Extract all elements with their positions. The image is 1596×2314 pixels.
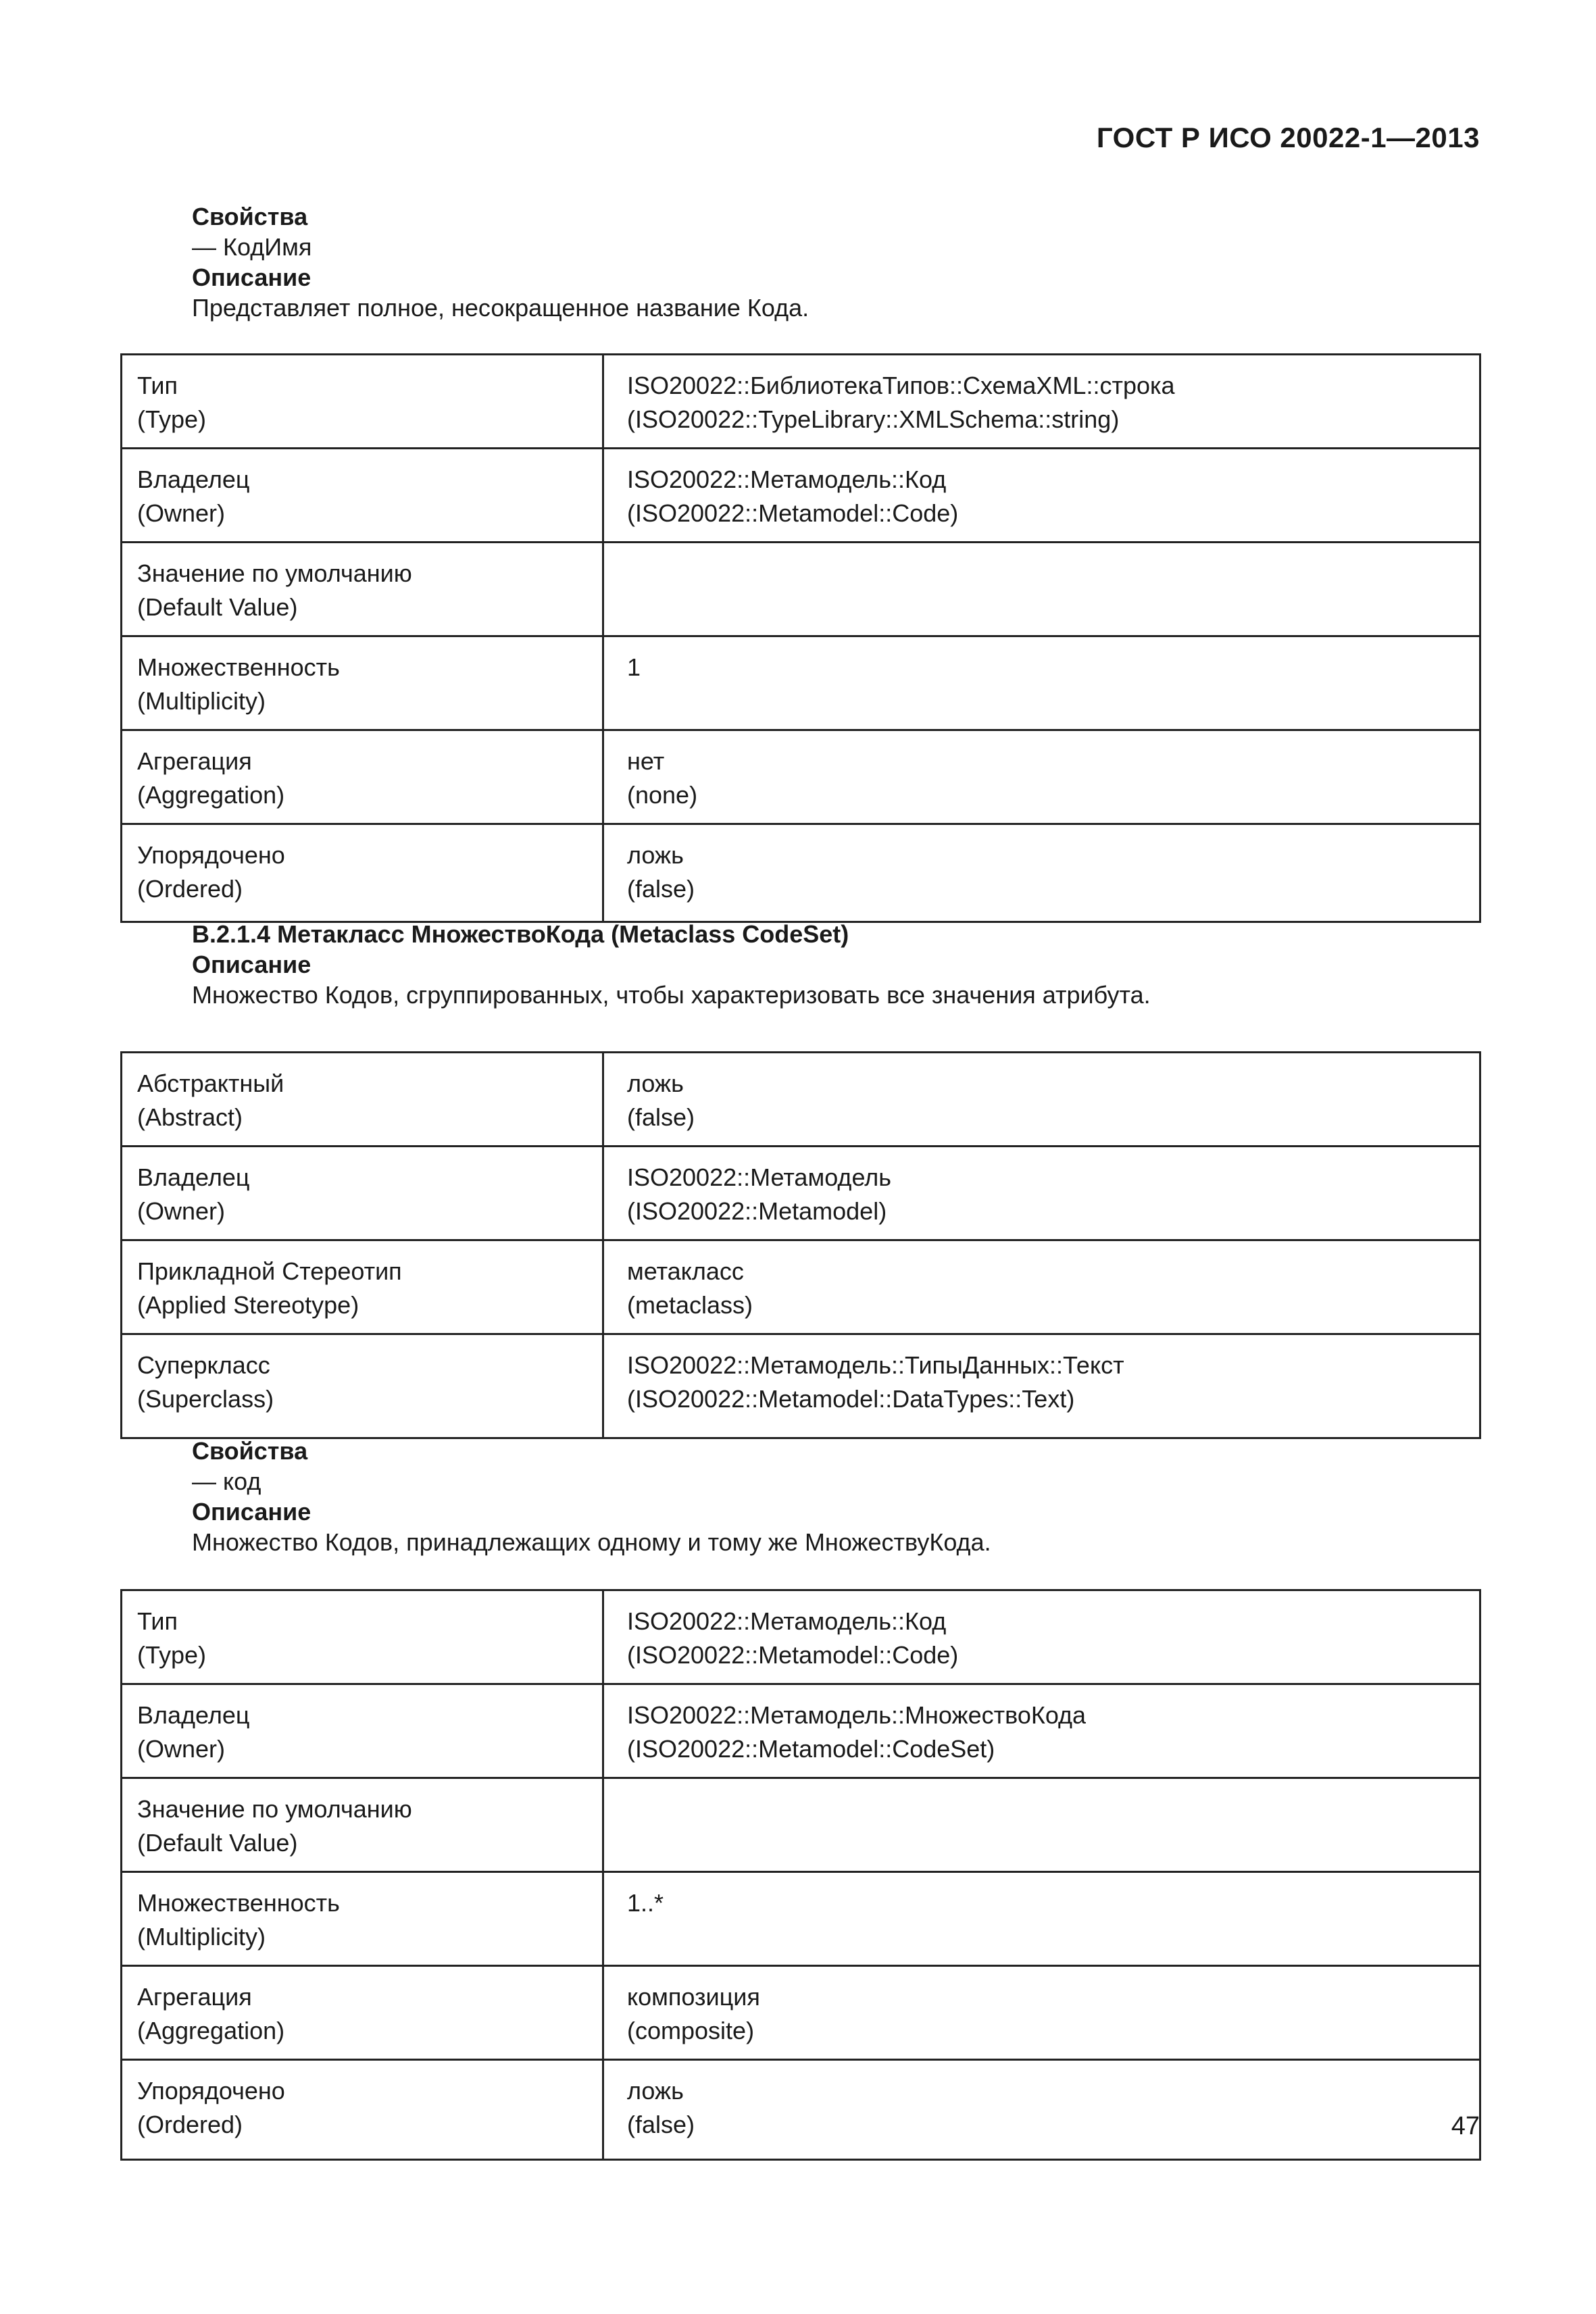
- property-name: — КодИмя: [192, 233, 312, 261]
- table-row: [122, 1240, 1480, 1334]
- property-key-cell: [122, 1147, 603, 1240]
- value-ru: композиция: [627, 1983, 760, 2011]
- value-en: (ISO20022::Metamodel::Code): [627, 499, 959, 527]
- table-row: [122, 355, 1480, 449]
- property-value-cell: [603, 636, 1480, 730]
- section-code-name: [192, 201, 809, 323]
- key-ru: Множественность: [137, 653, 340, 681]
- key-en: (Owner): [137, 1197, 226, 1225]
- property-value-cell: [603, 1684, 1480, 1778]
- code-name-properties-table: [120, 353, 1481, 923]
- value-en: (metaclass): [627, 1291, 753, 1319]
- section-code-property: [192, 1436, 991, 1557]
- property-value-cell: [603, 824, 1480, 922]
- description-heading: Описание: [192, 951, 311, 978]
- property-key-cell: [122, 543, 603, 636]
- property-value-cell: [603, 730, 1480, 824]
- property-key-cell: [122, 1966, 603, 2060]
- property-value-cell: [603, 1778, 1480, 1872]
- value-en: (false): [627, 875, 695, 903]
- key-en: (Aggregation): [137, 2017, 285, 2044]
- property-value-cell: [603, 543, 1480, 636]
- key-en: (Multiplicity): [137, 687, 266, 715]
- key-ru: Владелец: [137, 1163, 250, 1191]
- key-en: (Abstract): [137, 1103, 243, 1131]
- table-row: [122, 1590, 1480, 1684]
- property-key-cell: [122, 1334, 603, 1438]
- description-heading: Описание: [192, 1498, 311, 1526]
- table-row: [122, 449, 1480, 543]
- key-en: (Type): [137, 405, 207, 433]
- description-heading: Описание: [192, 263, 311, 291]
- table-row: [122, 1053, 1480, 1147]
- property-key-cell: [122, 1778, 603, 1872]
- value-en: (ISO20022::Metamodel::DataTypes::Text): [627, 1385, 1075, 1413]
- property-key-cell: [122, 1240, 603, 1334]
- value-ru: ложь: [627, 841, 684, 869]
- value-ru: метакласс: [627, 1257, 744, 1285]
- value-ru: ISO20022::Метамодель::МножествоКода: [627, 1701, 1087, 1729]
- table-row: [122, 543, 1480, 636]
- key-ru: Упорядочено: [137, 2077, 285, 2105]
- key-ru: Тип: [137, 372, 178, 399]
- property-key-cell: [122, 1684, 603, 1778]
- section-title: B.2.1.4 Метакласс МножествоКода (Metaclass CodeSet): [192, 920, 849, 948]
- properties-heading: Свойства: [192, 1437, 308, 1465]
- key-en: (Superclass): [137, 1385, 274, 1413]
- property-value-cell: [603, 1872, 1480, 1966]
- key-en: (Type): [137, 1641, 207, 1669]
- property-value-cell: [603, 1240, 1480, 1334]
- table-row: [122, 1778, 1480, 1872]
- property-value-cell: [603, 355, 1480, 449]
- property-key-cell: [122, 2060, 603, 2160]
- property-name: — код: [192, 1467, 261, 1495]
- key-ru: Агрегация: [137, 747, 252, 775]
- key-en: (Ordered): [137, 875, 243, 903]
- property-value-cell: [603, 1147, 1480, 1240]
- property-key-cell: [122, 1590, 603, 1684]
- key-ru: Абстрактный: [137, 1070, 284, 1097]
- key-en: (Default Value): [137, 1829, 298, 1857]
- description-text: Множество Кодов, сгруппированных, чтобы характеризовать все значения атрибута.: [192, 981, 1151, 1009]
- table-row: [122, 1872, 1480, 1966]
- property-value-cell: [603, 1966, 1480, 2060]
- value-en: (ISO20022::TypeLibrary::XMLSchema::string): [627, 405, 1120, 433]
- code-property-table: [120, 1589, 1481, 2161]
- document-id-header: ГОСТ Р ИСО 20022-1—2013: [1096, 122, 1480, 153]
- property-key-cell: [122, 636, 603, 730]
- properties-heading: Свойства: [192, 203, 308, 230]
- key-ru: Владелец: [137, 1701, 250, 1729]
- table-row: [122, 2060, 1480, 2160]
- value-en: (false): [627, 2111, 695, 2138]
- section-metaclass-codeset: [192, 919, 1151, 1010]
- value-ru: ложь: [627, 2077, 684, 2105]
- key-ru: Значение по умолчанию: [137, 1795, 412, 1823]
- key-en: (Owner): [137, 499, 226, 527]
- key-ru: Агрегация: [137, 1983, 252, 2011]
- value-en: (ISO20022::Metamodel::CodeSet): [627, 1735, 995, 1763]
- description-text: Множество Кодов, принадлежащих одному и тому же МножествуКода.: [192, 1528, 991, 1556]
- value-en: (composite): [627, 2017, 755, 2044]
- table-row: [122, 1147, 1480, 1240]
- property-value-cell: [603, 1590, 1480, 1684]
- value-en: (ISO20022::Metamodel::Code): [627, 1641, 959, 1669]
- key-en: (Multiplicity): [137, 1923, 266, 1951]
- value-ru: ISO20022::Метамодель::ТипыДанных::Текст: [627, 1351, 1124, 1379]
- value-ru: ISO20022::Метамодель: [627, 1163, 892, 1191]
- property-value-cell: [603, 2060, 1480, 2160]
- property-key-cell: [122, 824, 603, 922]
- property-value-cell: [603, 1334, 1480, 1438]
- table-row: [122, 636, 1480, 730]
- property-key-cell: [122, 1053, 603, 1147]
- key-en: (Default Value): [137, 593, 298, 621]
- key-ru: Значение по умолчанию: [137, 559, 412, 587]
- value-ru: 1: [627, 653, 641, 681]
- codeset-metaclass-table: [120, 1051, 1481, 1439]
- key-en: (Ordered): [137, 2111, 243, 2138]
- description-text: Представляет полное, несокращенное название Кода.: [192, 294, 809, 322]
- property-value-cell: [603, 449, 1480, 543]
- key-ru: Прикладной Стереотип: [137, 1257, 402, 1285]
- value-ru: 1..*: [627, 1889, 664, 1917]
- property-value-cell: [603, 1053, 1480, 1147]
- key-en: (Applied Stereotype): [137, 1291, 359, 1319]
- table-row: [122, 730, 1480, 824]
- table-row: [122, 1684, 1480, 1778]
- key-ru: Множественность: [137, 1889, 340, 1917]
- property-key-cell: [122, 449, 603, 543]
- value-en: (none): [627, 781, 698, 809]
- key-en: (Owner): [137, 1735, 226, 1763]
- property-key-cell: [122, 1872, 603, 1966]
- table-row: [122, 1334, 1480, 1438]
- property-key-cell: [122, 355, 603, 449]
- value-ru: ложь: [627, 1070, 684, 1097]
- table-row: [122, 824, 1480, 922]
- table-row: [122, 1966, 1480, 2060]
- key-ru: Владелец: [137, 466, 250, 493]
- value-en: (ISO20022::Metamodel): [627, 1197, 887, 1225]
- value-ru: ISO20022::Метамодель::Код: [627, 1607, 947, 1635]
- key-ru: Суперкласс: [137, 1351, 270, 1379]
- value-ru: ISO20022::БиблиотекаТипов::СхемаXML::строка: [627, 372, 1175, 399]
- value-ru: нет: [627, 747, 665, 775]
- key-ru: Упорядочено: [137, 841, 285, 869]
- key-ru: Тип: [137, 1607, 178, 1635]
- value-en: (false): [627, 1103, 695, 1131]
- page-number: 47: [1451, 2112, 1480, 2140]
- key-en: (Aggregation): [137, 781, 285, 809]
- property-key-cell: [122, 730, 603, 824]
- value-ru: ISO20022::Метамодель::Код: [627, 466, 947, 493]
